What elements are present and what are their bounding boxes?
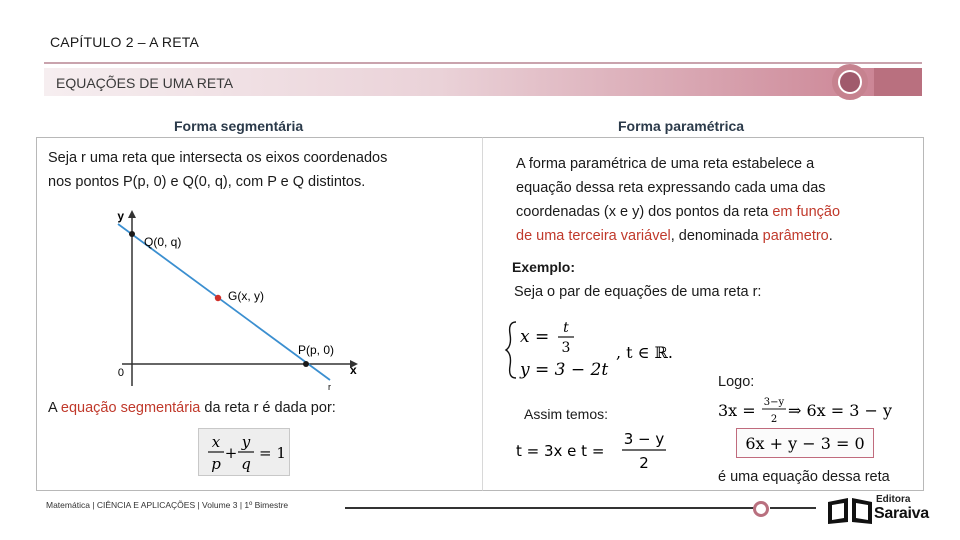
logo-eq-lhs: 3x = bbox=[718, 401, 756, 420]
footer-text: Matemática | CIÊNCIA E APLICAÇÕES | Volume 3 | 1º Bimestre bbox=[46, 500, 289, 510]
decorative-block bbox=[874, 68, 922, 96]
conclusion-text: é uma equação dessa reta bbox=[718, 469, 890, 485]
logo-equation bbox=[716, 394, 916, 428]
segmentary-formula-box bbox=[198, 428, 290, 476]
right-desc-line-1: A forma paramétrica de uma reta estabelece a bbox=[516, 156, 815, 172]
footer-divider-2 bbox=[770, 507, 816, 509]
logo-eq-num: 3−y bbox=[763, 397, 785, 408]
right-desc-line-3 bbox=[516, 200, 840, 224]
t-eq-num: 3 − y bbox=[623, 430, 665, 448]
brand-main: Saraiva bbox=[874, 505, 929, 522]
point-p-label: P(p, 0) bbox=[298, 343, 335, 357]
right-desc-line-4 bbox=[516, 224, 833, 248]
section-title: EQUAÇÕES DE UMA RETA bbox=[56, 75, 234, 91]
y-axis-label: y bbox=[117, 209, 124, 223]
parametric-system bbox=[504, 318, 694, 382]
brand-top: Editora bbox=[876, 494, 911, 505]
saraiva-book-icon bbox=[826, 494, 874, 526]
final-eq-text: 6x + y − 3 = 0 bbox=[745, 434, 865, 453]
assim-label: Assim temos: bbox=[524, 406, 609, 422]
statement-post: da reta r é dada por: bbox=[200, 400, 336, 416]
chapter-title: CAPÍTULO 2 – A RETA bbox=[50, 34, 200, 50]
right-column-title: Forma paramétrica bbox=[618, 118, 745, 134]
desc-line-4-mid: , denominada bbox=[670, 228, 763, 244]
formula-p: p bbox=[211, 455, 221, 473]
segment-graph bbox=[110, 208, 370, 392]
system-eq1-num: t bbox=[563, 320, 569, 336]
line-r-label: r bbox=[328, 382, 331, 392]
system-eq2: y = 3 − 2t bbox=[520, 360, 609, 380]
statement-highlight: equação segmentária bbox=[60, 400, 201, 416]
point-g-label: G(x, y) bbox=[228, 289, 264, 303]
desc-line-3-highlight: em função bbox=[772, 204, 841, 220]
logo-label: Logo: bbox=[718, 374, 755, 390]
desc-line-4-highlight: de uma terceira variável bbox=[516, 228, 671, 244]
point-g-marker bbox=[215, 295, 221, 301]
desc-line-4-highlight-2: parâmetro bbox=[762, 228, 829, 244]
final-equation-box bbox=[736, 428, 874, 458]
system-brace-icon bbox=[506, 322, 516, 378]
final-equation bbox=[737, 429, 873, 457]
statement-pre: A bbox=[48, 400, 61, 416]
segmentary-statement bbox=[48, 396, 336, 420]
left-intro-line-1: Seja r uma reta que intersecta os eixos coordenados bbox=[48, 150, 388, 166]
footer-circle-icon bbox=[753, 501, 769, 517]
point-p-marker bbox=[303, 361, 309, 367]
left-intro-line-2: nos pontos P(p, 0) e Q(0, q), com P e Q distintos. bbox=[48, 174, 366, 190]
formula-y: y bbox=[241, 433, 251, 451]
logo-eq-den: 2 bbox=[770, 414, 778, 425]
example-title: Exemplo: bbox=[512, 259, 576, 275]
point-q-label: Q(0, q) bbox=[144, 235, 182, 249]
desc-line-3-pre: coordenadas (x e y) dos pontos da reta bbox=[516, 204, 773, 220]
system-condition: , t ∈ ℝ. bbox=[616, 343, 673, 362]
formula-x: x bbox=[211, 433, 221, 451]
desc-line-4-end: . bbox=[828, 228, 833, 244]
right-desc-line-2: equação dessa reta expressando cada uma das bbox=[516, 180, 826, 196]
system-eq1-den: 3 bbox=[561, 340, 571, 356]
t-eq-den: 2 bbox=[639, 454, 649, 472]
formula-q: q bbox=[241, 455, 251, 473]
t-equations bbox=[516, 426, 676, 474]
origin-label: 0 bbox=[117, 367, 124, 379]
system-eq1-lhs: x = bbox=[520, 327, 550, 347]
header-divider bbox=[44, 62, 922, 64]
x-axis-label: x bbox=[350, 363, 357, 377]
segmentary-formula bbox=[199, 429, 291, 477]
example-text: Seja o par de equações de uma reta r: bbox=[514, 284, 762, 300]
y-axis-arrow-icon bbox=[128, 210, 136, 218]
left-column-title: Forma segmentária bbox=[174, 118, 304, 134]
formula-plus: + bbox=[224, 444, 238, 462]
t-eq-pre: t = 3x e t = bbox=[516, 442, 605, 460]
formula-equals: = 1 bbox=[259, 444, 286, 462]
decorative-circle-icon bbox=[832, 64, 868, 100]
section-band bbox=[44, 68, 922, 96]
point-q-marker bbox=[129, 231, 135, 237]
logo-eq-rhs: ⇒ 6x = 3 − y bbox=[788, 401, 893, 420]
footer-divider bbox=[345, 507, 755, 509]
